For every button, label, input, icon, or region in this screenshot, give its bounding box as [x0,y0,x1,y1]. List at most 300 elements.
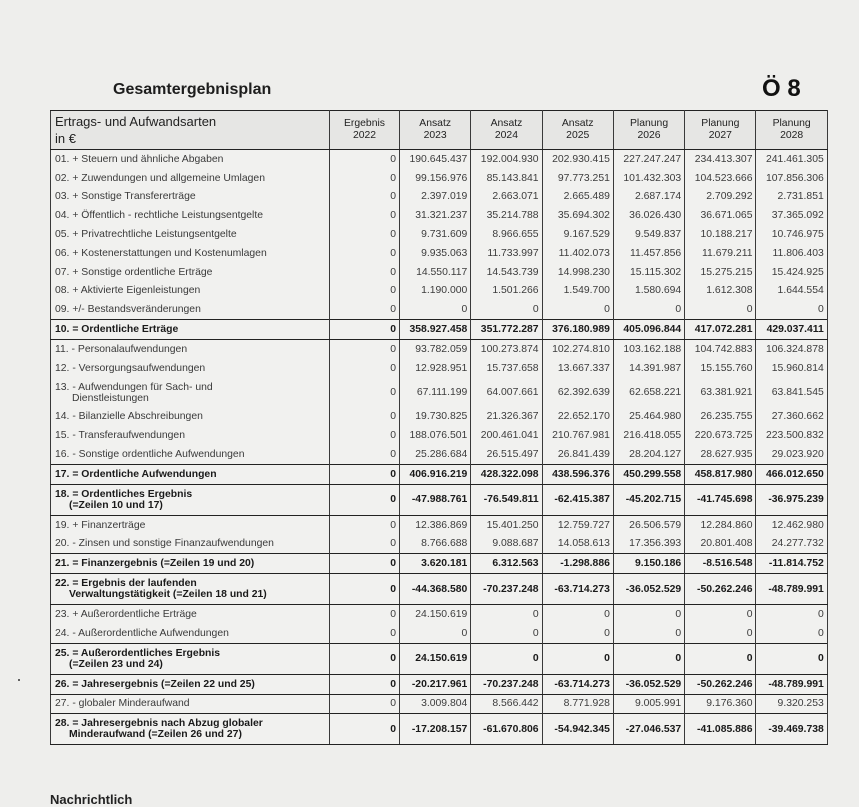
row-value-planung-2028: -39.469.738 [756,714,827,745]
row-value-ansatz-2024: 0 [471,300,542,319]
table-row-total [51,574,828,605]
row-value-planung-2027: 11.679.211 [685,244,756,263]
table-row [51,694,828,714]
row-value-ansatz-2025: 13.667.337 [542,359,613,378]
row-value-ansatz-2025: 62.392.639 [542,378,613,408]
row-value-ergebnis-2022: 0 [330,515,400,534]
row-label [51,554,330,574]
row-value-planung-2028: -36.975.239 [756,484,827,515]
table-header-row [51,111,828,150]
row-value-planung-2026: 0 [613,300,684,319]
row-value-planung-2026: 11.457.856 [613,244,684,263]
row-value-planung-2028: 2.731.851 [756,188,827,207]
row-label-text: 28. = Jahresergebnis nach Abzug globaler [55,718,263,730]
row-value-ergebnis-2022: 0 [330,408,400,427]
row-value-planung-2027: 10.188.217 [685,225,756,244]
table-row [51,225,828,244]
row-value-ansatz-2024: 15.737.658 [471,359,542,378]
row-value-ansatz-2024: 26.515.497 [471,445,542,464]
row-label-continuation: (=Zeilen 10 und 17) [69,499,163,511]
footer-heading: Nachrichtlich [50,792,133,807]
row-value-ansatz-2023: -47.988.761 [400,484,471,515]
row-value-planung-2027: 0 [685,605,756,624]
row-value-ergebnis-2022: 0 [330,320,400,340]
row-value-planung-2026: 15.115.302 [613,263,684,282]
row-value-ergebnis-2022: 0 [330,445,400,464]
row-value-ansatz-2025: -62.415.387 [542,484,613,515]
row-value-planung-2028: 12.462.980 [756,515,827,534]
row-value-planung-2027: 0 [685,624,756,643]
row-value-ansatz-2025: 9.167.529 [542,225,613,244]
row-value-ansatz-2024: 0 [471,643,542,674]
row-label [51,300,330,319]
row-value-ergebnis-2022: 0 [330,169,400,188]
row-value-ansatz-2025: 2.665.489 [542,188,613,207]
row-value-ansatz-2024: -61.670.806 [471,714,542,745]
table-row [51,339,828,358]
table-row [51,150,828,169]
table-row [51,169,828,188]
row-label-text: 12. - Versorgungsaufwendungen [55,362,206,374]
row-value-ergebnis-2022: 0 [330,282,400,301]
row-value-ergebnis-2022: 0 [330,694,400,714]
row-value-planung-2026: -45.202.715 [613,484,684,515]
row-value-planung-2028: 429.037.411 [756,320,827,340]
row-value-planung-2026: 2.687.174 [613,188,684,207]
row-label [51,263,330,282]
row-label [51,359,330,378]
row-value-planung-2028: 107.856.306 [756,169,827,188]
row-label [51,408,330,427]
row-label [51,445,330,464]
row-value-ansatz-2023: 31.321.237 [400,206,471,225]
row-value-ansatz-2024: 11.733.997 [471,244,542,263]
row-value-ansatz-2025: -63.714.273 [542,674,613,694]
row-value-ergebnis-2022: 0 [330,426,400,445]
row-value-planung-2028: 1.644.554 [756,282,827,301]
row-value-ergebnis-2022: 0 [330,624,400,643]
row-label-continuation: Minderaufwand (=Zeilen 26 und 27) [69,729,242,741]
row-value-ansatz-2023: -17.208.157 [400,714,471,745]
row-value-ansatz-2025: 14.998.230 [542,263,613,282]
table-row [51,515,828,534]
column-header-ergebnis-2022: Ergebnis 2022 [330,111,400,150]
row-label-text: 13. - Aufwendungen für Sach- und [55,381,213,393]
row-value-ansatz-2025: 102.274.810 [542,339,613,358]
row-value-planung-2027: 104.742.883 [685,339,756,358]
row-value-ansatz-2025: 438.596.376 [542,464,613,484]
row-value-ansatz-2025: -63.714.273 [542,574,613,605]
row-value-planung-2026: 216.418.055 [613,426,684,445]
row-value-ansatz-2023: 14.550.117 [400,263,471,282]
row-value-ergebnis-2022: 0 [330,535,400,554]
row-value-ansatz-2023: 2.397.019 [400,188,471,207]
row-label-text: 17. = Ordentliche Aufwendungen [55,468,217,480]
row-label [51,206,330,225]
row-value-planung-2027: 0 [685,643,756,674]
row-value-ansatz-2024: 15.401.250 [471,515,542,534]
row-value-ansatz-2024: 1.501.266 [471,282,542,301]
row-value-ansatz-2023: 0 [400,300,471,319]
row-value-ergebnis-2022: 0 [330,378,400,408]
table-row [51,624,828,643]
table-row [51,378,828,408]
row-value-planung-2028: 11.806.403 [756,244,827,263]
row-value-planung-2027: 63.381.921 [685,378,756,408]
row-label-text: 15. - Transferaufwendungen [55,430,185,442]
row-value-ansatz-2024: -70.237.248 [471,574,542,605]
table-row [51,206,828,225]
row-value-ergebnis-2022: 0 [330,188,400,207]
row-value-planung-2028: 106.324.878 [756,339,827,358]
row-value-planung-2028: 15.960.814 [756,359,827,378]
row-label [51,643,330,674]
row-value-planung-2027: 0 [685,300,756,319]
row-value-ergebnis-2022: 0 [330,359,400,378]
row-value-planung-2028: -48.789.991 [756,574,827,605]
table-row [51,605,828,624]
row-value-ansatz-2023: 9.731.609 [400,225,471,244]
row-value-planung-2026: 103.162.188 [613,339,684,358]
table-row [51,188,828,207]
row-label [51,244,330,263]
row-value-planung-2027: -41.745.698 [685,484,756,515]
row-value-ansatz-2024: 428.322.098 [471,464,542,484]
row-value-planung-2026: 25.464.980 [613,408,684,427]
row-value-planung-2027: 9.176.360 [685,694,756,714]
row-value-planung-2027: 417.072.281 [685,320,756,340]
row-value-ansatz-2023: 358.927.458 [400,320,471,340]
row-value-ansatz-2025: 35.694.302 [542,206,613,225]
results-plan-table [50,110,828,745]
row-label [51,320,330,340]
row-value-planung-2026: 9.150.186 [613,554,684,574]
row-value-ansatz-2024: 9.088.687 [471,535,542,554]
row-value-ansatz-2025: -54.942.345 [542,714,613,745]
row-label-text: 08. + Aktivierte Eigenleistungen [55,285,201,297]
row-value-ergebnis-2022: 0 [330,150,400,169]
row-value-ansatz-2024: 0 [471,605,542,624]
row-value-planung-2027: 1.612.308 [685,282,756,301]
row-label [51,515,330,534]
row-value-planung-2026: 405.096.844 [613,320,684,340]
row-label [51,426,330,445]
row-value-ergebnis-2022: 0 [330,484,400,515]
row-value-ansatz-2023: 19.730.825 [400,408,471,427]
row-value-planung-2028: 27.360.662 [756,408,827,427]
row-value-ansatz-2025: 14.058.613 [542,535,613,554]
row-value-ansatz-2023: 25.286.684 [400,445,471,464]
row-value-planung-2028: 29.023.920 [756,445,827,464]
row-value-planung-2026: 36.026.430 [613,206,684,225]
column-header-ansatz-2025: Ansatz 2025 [542,111,613,150]
row-value-ansatz-2023: 99.156.976 [400,169,471,188]
row-value-ergebnis-2022: 0 [330,574,400,605]
row-label [51,378,330,408]
table-row [51,282,828,301]
row-value-planung-2028: 15.424.925 [756,263,827,282]
row-label [51,339,330,358]
page-title: Gesamtergebnisplan [113,81,272,98]
row-value-ansatz-2024: 14.543.739 [471,263,542,282]
row-value-ansatz-2025: 97.773.251 [542,169,613,188]
column-header-planung-2028: Planung 2028 [756,111,827,150]
row-value-planung-2028: -48.789.991 [756,674,827,694]
row-value-ansatz-2023: 24.150.619 [400,605,471,624]
row-label-text: 11. - Personalaufwendungen [55,343,188,355]
row-value-planung-2028: 24.277.732 [756,535,827,554]
row-label-text: 23. + Außerordentliche Erträge [55,609,197,621]
row-value-planung-2026: 1.580.694 [613,282,684,301]
row-value-planung-2027: 220.673.725 [685,426,756,445]
row-value-ansatz-2023: 3.620.181 [400,554,471,574]
row-label [51,605,330,624]
row-value-ansatz-2025: 376.180.989 [542,320,613,340]
row-label [51,574,330,605]
row-label-continuation: Verwaltungstätigkeit (=Zeilen 18 und 21) [69,589,267,601]
row-value-ergebnis-2022: 0 [330,714,400,745]
row-label-text: 14. - Bilanzielle Abschreibungen [55,411,203,423]
row-label-text: 03. + Sonstige Transfererträge [55,191,196,203]
table-row-total [51,484,828,515]
row-value-planung-2026: 14.391.987 [613,359,684,378]
row-value-ansatz-2024: 351.772.287 [471,320,542,340]
row-value-ansatz-2025: 11.402.073 [542,244,613,263]
row-value-ansatz-2025: 1.549.700 [542,282,613,301]
row-value-ansatz-2025: 0 [542,300,613,319]
row-label [51,150,330,169]
row-value-ansatz-2025: 8.771.928 [542,694,613,714]
table-row [51,535,828,554]
row-value-ansatz-2024: 8.566.442 [471,694,542,714]
row-value-ergebnis-2022: 0 [330,206,400,225]
row-label-text: 22. = Ergebnis der laufenden [55,578,197,590]
row-value-planung-2027: 15.275.215 [685,263,756,282]
row-value-planung-2026: 0 [613,643,684,674]
row-label-text: 09. +/- Bestandsveränderungen [55,304,201,316]
row-value-planung-2027: 104.523.666 [685,169,756,188]
row-value-ansatz-2025: 202.930.415 [542,150,613,169]
header-label-line: Ertrags- und Aufwandsarten [55,114,217,129]
row-value-ansatz-2023: 1.190.000 [400,282,471,301]
row-value-planung-2027: -50.262.246 [685,574,756,605]
row-label-text: 18. = Ordentliches Ergebnis [55,488,193,500]
row-value-planung-2028: 241.461.305 [756,150,827,169]
table-row-total [51,643,828,674]
row-value-ergebnis-2022: 0 [330,605,400,624]
row-value-planung-2026: 0 [613,624,684,643]
row-value-ansatz-2024: -70.237.248 [471,674,542,694]
row-label-text: 16. - Sonstige ordentliche Aufwendungen [55,449,245,461]
table-row [51,445,828,464]
row-value-ansatz-2024: 100.273.874 [471,339,542,358]
table-row [51,300,828,319]
row-label [51,169,330,188]
row-label [51,225,330,244]
row-value-ansatz-2024: 85.143.841 [471,169,542,188]
row-value-ansatz-2025: 22.652.170 [542,408,613,427]
row-label-text: 04. + Öffentlich - rechtliche Leistungsentgelte [55,210,264,222]
row-value-ansatz-2023: 188.076.501 [400,426,471,445]
column-header-ansatz-2023: Ansatz 2023 [400,111,471,150]
row-label [51,484,330,515]
row-value-planung-2028: 466.012.650 [756,464,827,484]
row-value-planung-2028: -11.814.752 [756,554,827,574]
row-value-ansatz-2023: 3.009.804 [400,694,471,714]
row-value-planung-2027: 12.284.860 [685,515,756,534]
table-row [51,263,828,282]
row-value-ansatz-2025: 210.767.981 [542,426,613,445]
row-label [51,714,330,745]
row-value-ansatz-2025: 0 [542,624,613,643]
row-value-planung-2028: 0 [756,300,827,319]
row-value-planung-2027: 458.817.980 [685,464,756,484]
table-body [51,150,828,745]
row-value-ansatz-2023: 190.645.437 [400,150,471,169]
row-value-planung-2026: 101.432.303 [613,169,684,188]
row-label [51,674,330,694]
row-value-ansatz-2024: -76.549.811 [471,484,542,515]
row-value-planung-2027: -50.262.246 [685,674,756,694]
row-value-planung-2026: 28.204.127 [613,445,684,464]
row-value-ansatz-2023: 0 [400,624,471,643]
row-value-planung-2028: 0 [756,624,827,643]
row-value-ansatz-2024: 8.966.655 [471,225,542,244]
row-value-planung-2027: 234.413.307 [685,150,756,169]
table-row [51,244,828,263]
row-value-planung-2028: 37.365.092 [756,206,827,225]
column-header-category [51,111,330,150]
row-value-ansatz-2023: 12.928.951 [400,359,471,378]
row-value-ansatz-2024: 0 [471,624,542,643]
row-value-planung-2026: 9.005.991 [613,694,684,714]
row-label-text: 24. - Außerordentliche Aufwendungen [55,627,229,639]
row-label-text: 10. = Ordentliche Erträge [55,324,179,336]
row-label [51,464,330,484]
table-row-total [51,674,828,694]
row-value-ansatz-2024: 21.326.367 [471,408,542,427]
header-label-unit: in € [55,131,76,146]
row-value-ansatz-2024: 64.007.661 [471,378,542,408]
column-header-ansatz-2024: Ansatz 2024 [471,111,542,150]
row-label [51,624,330,643]
row-value-planung-2027: 2.709.292 [685,188,756,207]
column-header-planung-2027: Planung 2027 [685,111,756,150]
row-label-text: 07. + Sonstige ordentliche Erträge [55,266,213,278]
row-label-text: 01. + Steuern und ähnliche Abgaben [55,153,224,165]
row-label-text: 27. - globaler Minderaufwand [55,698,190,710]
table-row [51,426,828,445]
row-value-planung-2028: 223.500.832 [756,426,827,445]
row-value-ergebnis-2022: 0 [330,674,400,694]
row-value-planung-2026: 450.299.558 [613,464,684,484]
row-value-ansatz-2025: 12.759.727 [542,515,613,534]
row-value-ergebnis-2022: 0 [330,464,400,484]
row-value-planung-2027: 15.155.760 [685,359,756,378]
row-label-text: 21. = Finanzergebnis (=Zeilen 19 und 20) [55,558,255,570]
row-value-ansatz-2024: 2.663.071 [471,188,542,207]
row-value-ansatz-2024: 35.214.788 [471,206,542,225]
row-label [51,694,330,714]
row-value-ansatz-2024: 200.461.041 [471,426,542,445]
stray-mark [18,679,20,681]
row-value-ansatz-2023: -20.217.961 [400,674,471,694]
row-label-text: 19. + Finanzerträge [55,519,146,531]
row-value-planung-2026: 9.549.837 [613,225,684,244]
row-label-continuation: Dienstleistungen [72,392,149,404]
row-value-ansatz-2023: 24.150.619 [400,643,471,674]
row-label-text: 25. = Außerordentliches Ergebnis [55,647,221,659]
row-value-ansatz-2023: 9.935.063 [400,244,471,263]
table-row [51,359,828,378]
row-value-planung-2026: -36.052.529 [613,674,684,694]
row-value-ansatz-2025: 26.841.439 [542,445,613,464]
table-row-total [51,464,828,484]
row-value-planung-2026: 26.506.579 [613,515,684,534]
row-value-planung-2028: 10.746.975 [756,225,827,244]
row-value-ergebnis-2022: 0 [330,244,400,263]
row-value-ergebnis-2022: 0 [330,300,400,319]
column-header-planung-2026: Planung 2026 [613,111,684,150]
row-label-text: 02. + Zuwendungen und allgemeine Umlagen [55,172,265,184]
row-value-ansatz-2024: 6.312.563 [471,554,542,574]
row-value-planung-2026: 17.356.393 [613,535,684,554]
table-row-total [51,320,828,340]
row-value-planung-2027: 26.235.755 [685,408,756,427]
row-value-ansatz-2023: 12.386.869 [400,515,471,534]
row-value-ergebnis-2022: 0 [330,339,400,358]
row-value-ergebnis-2022: 0 [330,643,400,674]
row-value-planung-2028: 0 [756,605,827,624]
table-row-total [51,554,828,574]
row-value-planung-2027: 20.801.408 [685,535,756,554]
row-value-planung-2028: 63.841.545 [756,378,827,408]
table-row [51,408,828,427]
row-value-ergebnis-2022: 0 [330,225,400,244]
row-value-planung-2028: 0 [756,643,827,674]
row-value-planung-2026: -27.046.537 [613,714,684,745]
row-label-text: 20. - Zinsen und sonstige Finanzaufwendungen [55,538,274,550]
table-row-total [51,714,828,745]
row-label-continuation: (=Zeilen 23 und 24) [69,658,163,670]
row-value-planung-2028: 9.320.253 [756,694,827,714]
row-value-planung-2027: -41.085.886 [685,714,756,745]
row-value-planung-2026: 227.247.247 [613,150,684,169]
row-value-planung-2027: -8.516.548 [685,554,756,574]
row-value-planung-2026: 62.658.221 [613,378,684,408]
row-label [51,188,330,207]
row-value-planung-2027: 36.671.065 [685,206,756,225]
section-code: Ö 8 [762,75,801,102]
row-value-ergebnis-2022: 0 [330,554,400,574]
row-value-ansatz-2023: 406.916.219 [400,464,471,484]
row-label-text: 05. + Privatrechtliche Leistungsentgelte [55,229,237,241]
row-value-planung-2027: 28.627.935 [685,445,756,464]
row-value-ansatz-2023: 8.766.688 [400,535,471,554]
row-value-ansatz-2023: -44.368.580 [400,574,471,605]
row-value-ansatz-2025: -1.298.886 [542,554,613,574]
row-label-text: 06. + Kostenerstattungen und Kostenumlagen [55,247,267,259]
row-value-ansatz-2023: 67.111.199 [400,378,471,408]
row-label-text: 26. = Jahresergebnis (=Zeilen 22 und 25) [55,678,255,690]
row-value-ansatz-2025: 0 [542,643,613,674]
row-value-planung-2026: 0 [613,605,684,624]
row-value-ergebnis-2022: 0 [330,263,400,282]
row-value-ansatz-2024: 192.004.930 [471,150,542,169]
row-label [51,282,330,301]
row-value-ansatz-2025: 0 [542,605,613,624]
row-label [51,535,330,554]
